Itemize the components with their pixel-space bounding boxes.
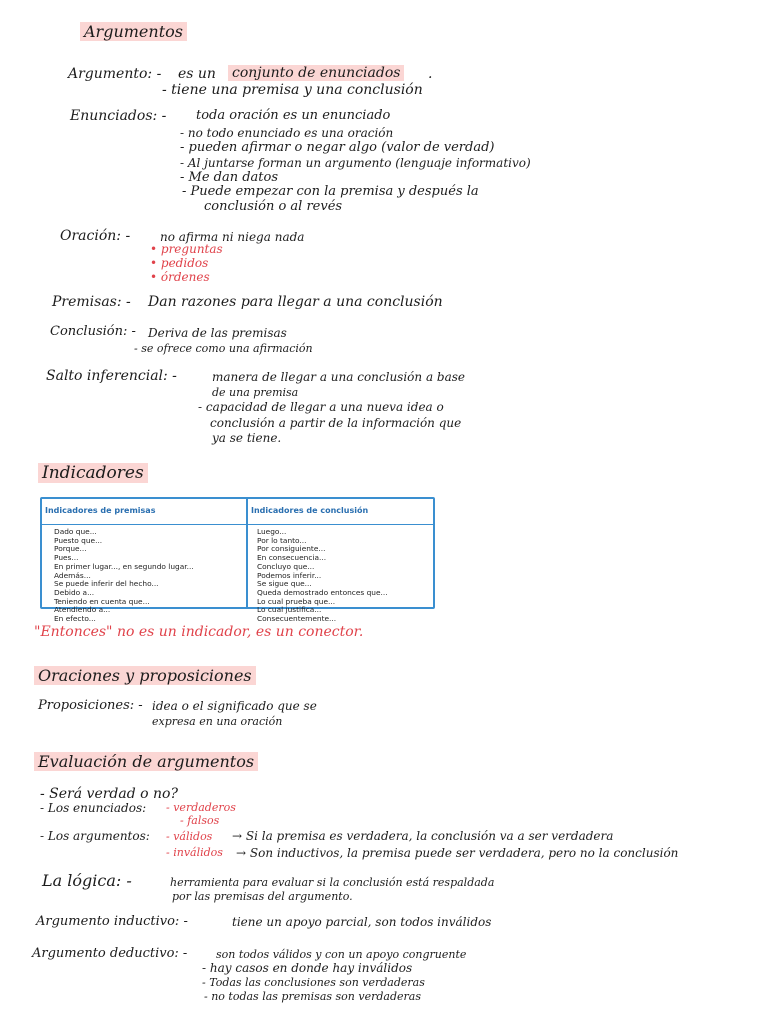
argumento-label: Argumento: -: [68, 66, 162, 82]
table-header: Indicadores de premisas: [42, 499, 246, 525]
salto-item: manera de llegar a una conclusión a base: [212, 370, 466, 384]
proposiciones-line: idea o el significado que se: [152, 699, 317, 713]
conclusion-item: - se ofrece como una afirmación: [134, 342, 313, 355]
salto-item: ya se tiene.: [212, 431, 282, 445]
heading-evaluacion: Evaluación de argumentos: [34, 752, 258, 771]
salto-item: - capacidad de llegar a una nueva idea o: [198, 400, 444, 414]
table-cell: Debido a...: [54, 587, 95, 597]
table-cell: Dado que...: [54, 527, 97, 536]
table-cell: Lo cual prueba que...: [257, 596, 336, 606]
invalidos-label: - inválidos: [166, 846, 223, 859]
proposiciones-line: expresa en una oración: [152, 715, 283, 728]
conclusion-column: [248, 499, 433, 624]
table-cell: En efecto...: [54, 614, 96, 624]
deductivo-label: Argumento deductivo: -: [32, 946, 188, 961]
validos-label: - válidos: [166, 830, 213, 843]
invalidos-text: → Son inductivos, la premisa puede ser verdadera, pero no la conclusión: [236, 846, 679, 860]
logica-line: herramienta para evaluar si la conclusión está respaldada: [170, 876, 495, 889]
table-cell: Pues...: [54, 553, 79, 563]
heading-oraciones: Oraciones y proposiciones: [34, 666, 256, 685]
enunciados-item: - no todo enunciado es una oración: [180, 126, 394, 140]
deductivo-item: son todos válidos y con un apoyo congruente: [216, 948, 467, 961]
conclusion-label: Conclusión: -: [50, 324, 136, 339]
table-cell: Podemos inferir...: [257, 570, 322, 580]
salto-label: Salto inferencial: -: [46, 368, 177, 384]
enunciados-item: - pueden afirmar o negar algo (valor de verdad): [180, 140, 495, 155]
oracion-list-item: • preguntas: [150, 242, 223, 256]
inductivo-label: Argumento inductivo: -: [36, 914, 188, 929]
table-cell: Teniendo en cuenta que...: [54, 596, 150, 606]
table-cell: Porque...: [54, 544, 87, 554]
table-cell: En primer lugar..., en segundo lugar...: [54, 561, 194, 571]
argumento-text-a: es un: [178, 66, 216, 82]
table-cell: Se puede inferir del hecho...: [54, 579, 159, 589]
enunciados-item: toda oración es un enunciado: [196, 108, 391, 123]
table-cell: En consecuencia...: [257, 553, 327, 563]
table-cell: Consecuentemente...: [257, 614, 337, 624]
evaluacion-line1: - Será verdad o no?: [40, 786, 178, 802]
enunciados-label: Enunciados: -: [70, 108, 167, 124]
oracion-text: no afirma ni niega nada: [160, 230, 305, 244]
enunciados-item: - Puede empezar con la premisa y después la: [182, 184, 479, 199]
logica-label: La lógica: -: [42, 871, 132, 890]
premisas-text: Dan razones para llegar a una conclusión: [148, 294, 443, 310]
enunciados-eval-label: - Los enunciados:: [40, 801, 147, 815]
premisas-list: [42, 525, 246, 624]
heading-indicadores: Indicadores: [38, 463, 148, 483]
table-cell: Lo cual justifica...: [257, 605, 322, 615]
enunciados-option: - falsos: [180, 814, 220, 827]
table-header: Indicadores de conclusión: [248, 499, 433, 525]
table-cell: Luego...: [257, 527, 287, 536]
salto-item: de una premisa: [212, 386, 299, 399]
table-cell: Concluyo que...: [257, 561, 315, 571]
table-cell: Puesto que...: [54, 535, 103, 545]
table-cell: Queda demostrado entonces que...: [257, 587, 388, 597]
validos-text: → Si la premisa es verdadera, la conclusión va a ser verdadera: [232, 829, 614, 843]
argumento-line2: - tiene una premisa y una conclusión: [162, 82, 423, 98]
enunciados-item: - Al juntarse forman un argumento (lenguaje informativo): [180, 156, 531, 170]
conclusion-list: [248, 525, 433, 624]
premisas-column: [42, 499, 248, 624]
argumentos-eval-label: - Los argumentos:: [40, 829, 150, 843]
salto-item: conclusión a partir de la información que: [210, 416, 462, 430]
table-cell: Por lo tanto...: [257, 535, 307, 545]
logica-line: por las premisas del argumento.: [172, 890, 353, 903]
table-cell: Se sigue que...: [257, 579, 312, 589]
deductivo-item: - Todas las conclusiones son verdaderas: [202, 976, 425, 989]
table-cell: Por consiguiente...: [257, 544, 326, 554]
indicadores-table: [40, 497, 435, 624]
entonces-note: "Entonces" no es un indicador, es un conector.: [34, 624, 364, 640]
deductivo-item: - no todas las premisas son verdaderas: [204, 990, 421, 1003]
oracion-label: Oración: -: [60, 228, 131, 244]
enunciados-item: conclusión o al revés: [204, 199, 343, 214]
enunciados-option: - verdaderos: [166, 801, 236, 814]
inductivo-text: tiene un apoyo parcial, son todos inválidos: [232, 915, 492, 929]
argumento-text-period: .: [428, 66, 433, 82]
heading-argumentos: Argumentos: [80, 22, 187, 41]
oracion-list-item: • órdenes: [150, 270, 210, 284]
argumento-text-highlight: conjunto de enunciados: [228, 65, 404, 81]
conclusion-item: Deriva de las premisas: [148, 326, 287, 340]
table-cell: Además...: [54, 570, 91, 580]
enunciados-item: - Me dan datos: [180, 170, 279, 185]
table-cell: Atendiendo a...: [54, 605, 111, 615]
deductivo-item: - hay casos en donde hay inválidos: [202, 961, 413, 975]
premisas-label: Premisas: -: [52, 294, 131, 310]
proposiciones-label: Proposiciones: -: [38, 698, 143, 713]
oracion-list-item: • pedidos: [150, 256, 209, 270]
